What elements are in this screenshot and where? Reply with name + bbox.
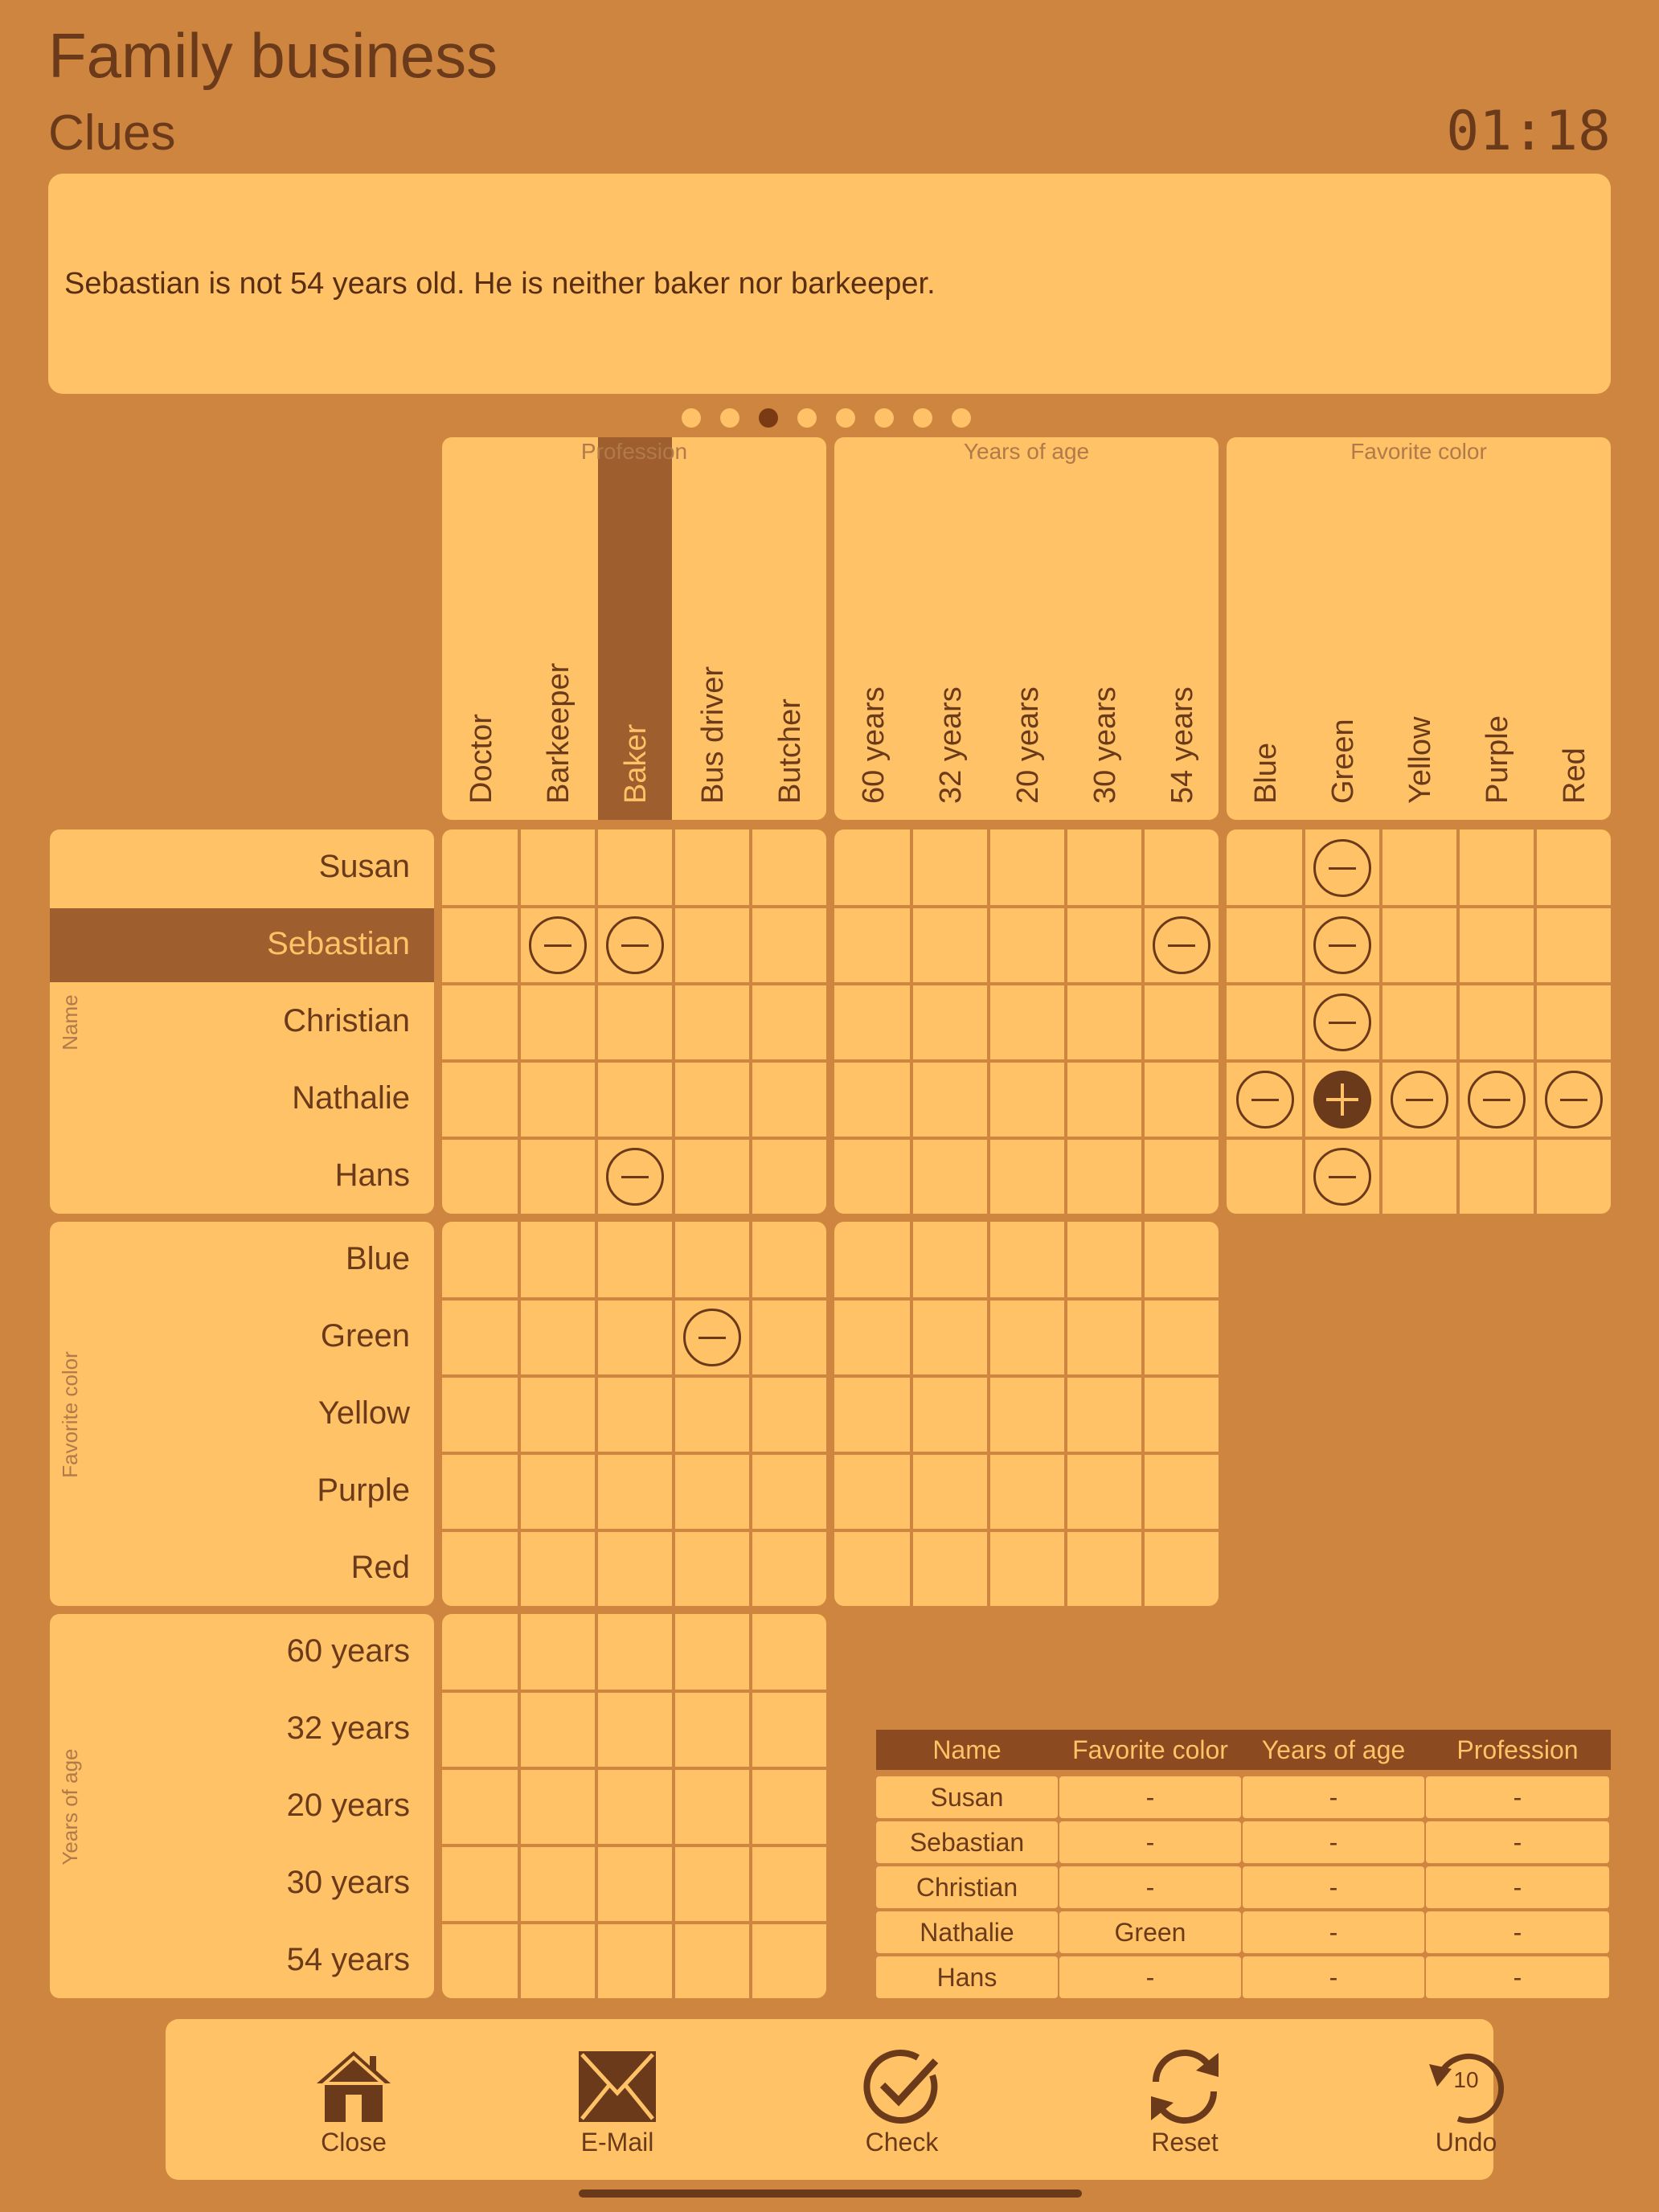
grid-cell[interactable] <box>442 1061 519 1138</box>
grid-cell[interactable] <box>1535 830 1611 907</box>
grid-cell[interactable] <box>442 1222 519 1299</box>
grid-cell[interactable] <box>1304 1061 1381 1138</box>
grid-cell[interactable] <box>834 1453 911 1530</box>
summary-cell: - <box>1059 1821 1241 1863</box>
grid-cell[interactable] <box>1066 1061 1143 1138</box>
grid-cell[interactable] <box>596 1299 674 1376</box>
summary-cell: Hans <box>876 1956 1058 1998</box>
grid-cell[interactable] <box>519 1845 596 1923</box>
grid-cell[interactable] <box>834 984 911 1061</box>
minus-mark-icon <box>1313 839 1371 897</box>
grid-cell[interactable] <box>674 907 751 984</box>
grid-cell[interactable] <box>596 907 674 984</box>
row-label-christian[interactable]: Christian <box>283 1003 410 1038</box>
grid-cell[interactable] <box>751 1138 826 1214</box>
grid-cell[interactable] <box>674 1923 751 1998</box>
col-label-green[interactable]: Green <box>1326 719 1360 804</box>
summary-cell: - <box>1426 1956 1609 1998</box>
grid-cell[interactable] <box>911 1222 989 1299</box>
grid-cell[interactable] <box>596 1530 674 1606</box>
grid-cell[interactable] <box>911 1530 989 1606</box>
grid-cell[interactable] <box>989 984 1066 1061</box>
row-label-green[interactable]: Green <box>320 1318 410 1354</box>
undo-button[interactable] <box>1394 2019 1538 2180</box>
grid-cell[interactable] <box>1066 1138 1143 1214</box>
grid-cell[interactable] <box>989 1138 1066 1214</box>
grid-cell[interactable] <box>1535 1061 1611 1138</box>
grid-cell[interactable] <box>989 830 1066 907</box>
summary-cell: - <box>1426 1776 1609 1818</box>
grid-cell[interactable] <box>989 1299 1066 1376</box>
grid-cell[interactable] <box>1143 984 1219 1061</box>
summary-cell: - <box>1243 1866 1424 1908</box>
grid-cell[interactable] <box>442 1299 519 1376</box>
grid-cell[interactable] <box>442 1453 519 1530</box>
grid-cell[interactable] <box>519 1691 596 1768</box>
grid-cell[interactable] <box>519 1923 596 1998</box>
grid-cell[interactable] <box>674 1691 751 1768</box>
grid-cell[interactable] <box>519 1614 596 1691</box>
side-label-color: Favorite color <box>58 1351 82 1478</box>
grid-cell[interactable] <box>1227 1061 1304 1138</box>
grid-cell[interactable] <box>1143 1061 1219 1138</box>
summary-cell: - <box>1243 1956 1424 1998</box>
grid-cell[interactable] <box>1304 830 1381 907</box>
grid-cell[interactable] <box>1066 907 1143 984</box>
row-label-30-years[interactable]: 30 years <box>286 1865 410 1900</box>
col-label-blue[interactable]: Blue <box>1249 742 1283 804</box>
grid-cell[interactable] <box>989 1061 1066 1138</box>
grid-cell[interactable] <box>1143 1453 1219 1530</box>
grid-cell[interactable] <box>751 1691 826 1768</box>
col-label-butcher[interactable]: Butcher <box>773 698 807 804</box>
col-label-baker[interactable]: Baker <box>619 723 653 804</box>
grid-block-age-profession <box>442 1614 826 1998</box>
grid-cell[interactable] <box>674 1845 751 1923</box>
checkmark-circle-icon <box>862 2046 942 2127</box>
clue-card[interactable] <box>48 174 1611 394</box>
grid-cell[interactable] <box>1143 1376 1219 1453</box>
col-label-32-years[interactable]: 32 years <box>934 686 968 804</box>
grid-cell[interactable] <box>1458 984 1535 1061</box>
summary-cell: Susan <box>876 1776 1058 1818</box>
summary-header-name: Name <box>932 1735 1002 1764</box>
minus-mark-icon <box>1313 1148 1371 1206</box>
minus-mark-icon <box>529 916 587 974</box>
grid-cell[interactable] <box>519 1453 596 1530</box>
grid-cell[interactable] <box>442 1530 519 1606</box>
grid-cell[interactable] <box>1458 1061 1535 1138</box>
grid-cell[interactable] <box>596 1222 674 1299</box>
grid-cell[interactable] <box>911 1453 989 1530</box>
page-dot[interactable] <box>759 408 778 428</box>
grid-cell[interactable] <box>442 830 519 907</box>
grid-cell[interactable] <box>911 1376 989 1453</box>
grid-cell[interactable] <box>674 1222 751 1299</box>
grid-cell[interactable] <box>911 830 989 907</box>
grid-block-name-age <box>834 830 1219 1214</box>
grid-cell[interactable] <box>1304 907 1381 984</box>
grid-cell[interactable] <box>1143 830 1219 907</box>
grid-cell[interactable] <box>442 1376 519 1453</box>
col-label-yellow[interactable]: Yellow <box>1403 716 1437 804</box>
summary-cell: - <box>1426 1821 1609 1863</box>
summary-cell: Christian <box>876 1866 1058 1908</box>
clue-text: Sebastian is not 54 years old. He is neither baker nor barkeeper. <box>64 266 936 301</box>
page-dot[interactable] <box>720 408 739 428</box>
grid-cell[interactable] <box>596 1138 674 1214</box>
grid-cell[interactable] <box>834 1222 911 1299</box>
undo-label: Undo <box>1435 2128 1497 2157</box>
grid-cell[interactable] <box>519 1530 596 1606</box>
grid-cell[interactable] <box>674 1453 751 1530</box>
undo-count: 10 <box>1453 2067 1479 2092</box>
grid-cell[interactable] <box>1227 1138 1304 1214</box>
minus-mark-icon <box>1313 993 1371 1051</box>
column-header-age <box>834 437 1219 820</box>
grid-cell[interactable] <box>442 1923 519 1998</box>
row-label-red[interactable]: Red <box>350 1550 410 1585</box>
grid-cell[interactable] <box>911 1061 989 1138</box>
grid-cell[interactable] <box>834 1138 911 1214</box>
group-label-age: Years of age <box>963 439 1090 464</box>
grid-cell[interactable] <box>1535 907 1611 984</box>
grid-cell[interactable] <box>1304 1138 1381 1214</box>
summary-cell: Sebastian <box>876 1821 1058 1863</box>
grid-cell[interactable] <box>1143 1222 1219 1299</box>
grid-cell[interactable] <box>442 1768 519 1845</box>
grid-cell[interactable] <box>519 907 596 984</box>
grid-cell[interactable] <box>834 830 911 907</box>
group-label-color: Favorite color <box>1350 439 1487 464</box>
grid-cell[interactable] <box>674 984 751 1061</box>
summary-cell: - <box>1059 1956 1241 1998</box>
grid-cell[interactable] <box>751 907 826 984</box>
grid-cell[interactable] <box>596 830 674 907</box>
summary-cell: - <box>1426 1911 1609 1953</box>
col-label-60-years[interactable]: 60 years <box>857 686 891 804</box>
grid-cell[interactable] <box>751 1530 826 1606</box>
grid-cell[interactable] <box>751 1222 826 1299</box>
col-label-doctor[interactable]: Doctor <box>465 714 498 804</box>
grid-cell[interactable] <box>1066 1530 1143 1606</box>
grid-cell[interactable] <box>751 984 826 1061</box>
row-label-nathalie[interactable]: Nathalie <box>292 1080 410 1116</box>
grid-cell[interactable] <box>442 1845 519 1923</box>
summary-cell: Green <box>1059 1911 1241 1953</box>
grid-cell[interactable] <box>1381 830 1458 907</box>
grid-cell[interactable] <box>1535 1138 1611 1214</box>
grid-cell[interactable] <box>1143 1530 1219 1606</box>
summary-cell: - <box>1426 1866 1609 1908</box>
grid-cell[interactable] <box>674 1614 751 1691</box>
grid-cell[interactable] <box>596 984 674 1061</box>
grid-cell[interactable] <box>519 1061 596 1138</box>
grid-cell[interactable] <box>751 1299 826 1376</box>
envelope-icon <box>577 2048 657 2125</box>
grid-cell[interactable] <box>519 1376 596 1453</box>
grid-cell[interactable] <box>1143 907 1219 984</box>
summary-header-favorite-color: Favorite color <box>1072 1735 1228 1764</box>
col-label-bus-driver[interactable]: Bus driver <box>696 666 730 804</box>
grid-cell[interactable] <box>1066 1453 1143 1530</box>
col-label-red[interactable]: Red <box>1558 748 1591 804</box>
minus-mark-icon <box>606 916 664 974</box>
summary-cell: - <box>1243 1911 1424 1953</box>
grid-cell[interactable] <box>1227 830 1304 907</box>
summary-cell: Nathalie <box>876 1911 1058 1953</box>
grid-cell[interactable] <box>751 830 826 907</box>
grid-cell[interactable] <box>989 1222 1066 1299</box>
reset-button[interactable] <box>1112 2019 1257 2180</box>
grid-cell[interactable] <box>596 1923 674 1998</box>
row-header-color <box>50 1222 434 1606</box>
grid-cell[interactable] <box>596 1691 674 1768</box>
grid-cell[interactable] <box>834 1376 911 1453</box>
summary-cell: - <box>1243 1776 1424 1818</box>
section-title: Clues <box>48 105 176 161</box>
grid-cell[interactable] <box>1381 907 1458 984</box>
grid-cell[interactable] <box>442 1138 519 1214</box>
grid-cell[interactable] <box>751 1768 826 1845</box>
close-label: Close <box>321 2128 387 2157</box>
check-button[interactable] <box>830 2019 974 2180</box>
email-button[interactable] <box>545 2019 690 2180</box>
grid-cell[interactable] <box>1066 1376 1143 1453</box>
grid-cell[interactable] <box>519 1299 596 1376</box>
row-header-name <box>50 830 434 1214</box>
grid-cell[interactable] <box>989 907 1066 984</box>
row-label-susan[interactable]: Susan <box>318 849 410 884</box>
home-icon <box>313 2048 394 2125</box>
grid-cell[interactable] <box>1535 984 1611 1061</box>
grid-cell[interactable] <box>596 1845 674 1923</box>
grid-cell[interactable] <box>1227 907 1304 984</box>
page-dot[interactable] <box>875 408 894 428</box>
grid-cell[interactable] <box>989 1453 1066 1530</box>
grid-cell[interactable] <box>1458 1138 1535 1214</box>
column-header-profession <box>442 437 826 820</box>
close-button[interactable] <box>281 2019 426 2180</box>
summary-cell: - <box>1059 1776 1241 1818</box>
minus-mark-icon <box>606 1148 664 1206</box>
row-label-32-years[interactable]: 32 years <box>286 1710 410 1746</box>
grid-cell[interactable] <box>911 907 989 984</box>
grid-cell[interactable] <box>1304 984 1381 1061</box>
minus-mark-icon <box>1153 916 1210 974</box>
grid-cell[interactable] <box>989 1376 1066 1453</box>
grid-cell[interactable] <box>596 1614 674 1691</box>
grid-cell[interactable] <box>911 984 989 1061</box>
email-label: E-Mail <box>580 2128 654 2157</box>
column-header-color <box>1227 437 1611 820</box>
col-label-barkeeper[interactable]: Barkeeper <box>542 662 576 804</box>
row-label-blue[interactable]: Blue <box>345 1241 410 1276</box>
grid-block-color-profession <box>442 1222 826 1606</box>
summary-header-years-of-age: Years of age <box>1261 1735 1406 1764</box>
reset-label: Reset <box>1151 2128 1219 2157</box>
grid-cell[interactable] <box>674 1376 751 1453</box>
grid-cell[interactable] <box>519 1138 596 1214</box>
grid-block-name-color <box>1227 830 1611 1214</box>
col-label-54-years[interactable]: 54 years <box>1165 686 1199 804</box>
page-dot[interactable] <box>682 408 701 428</box>
grid-cell[interactable] <box>674 830 751 907</box>
grid-cell[interactable] <box>596 1061 674 1138</box>
grid-cell[interactable] <box>834 1530 911 1606</box>
side-label-name: Name <box>58 994 82 1051</box>
row-label-sebastian[interactable]: Sebastian <box>267 926 410 961</box>
grid-cell[interactable] <box>751 1453 826 1530</box>
grid-cell[interactable] <box>989 1530 1066 1606</box>
grid-cell[interactable] <box>596 1453 674 1530</box>
row-label-54-years[interactable]: 54 years <box>286 1942 410 1977</box>
grid-cell[interactable] <box>519 984 596 1061</box>
row-label-purple[interactable]: Purple <box>317 1473 410 1508</box>
grid-cell[interactable] <box>674 1768 751 1845</box>
grid-cell[interactable] <box>1066 830 1143 907</box>
grid-cell[interactable] <box>1458 907 1535 984</box>
timer: 01:18 <box>1446 100 1611 163</box>
grid-cell[interactable] <box>751 1845 826 1923</box>
grid-cell[interactable] <box>1227 984 1304 1061</box>
grid-cell[interactable] <box>1066 984 1143 1061</box>
minus-mark-icon <box>1313 916 1371 974</box>
row-label-60-years[interactable]: 60 years <box>286 1633 410 1669</box>
col-label-30-years[interactable]: 30 years <box>1088 686 1122 804</box>
minus-mark-icon <box>1468 1071 1526 1129</box>
grid-cell[interactable] <box>442 1614 519 1691</box>
grid-cell[interactable] <box>674 1061 751 1138</box>
grid-cell[interactable] <box>442 907 519 984</box>
bottom-toolbar <box>166 2019 1497 2180</box>
minus-mark-icon <box>1545 1071 1603 1129</box>
grid-cell[interactable] <box>1066 1222 1143 1299</box>
side-label-age: Years of age <box>58 1748 82 1866</box>
grid-cell[interactable] <box>442 1691 519 1768</box>
row-label-20-years[interactable]: 20 years <box>286 1788 410 1823</box>
grid-cell[interactable] <box>674 1530 751 1606</box>
group-label-profession: Profession <box>580 439 688 464</box>
grid-block-color-age <box>834 1222 1219 1606</box>
app-title: Family business <box>48 20 498 91</box>
home-indicator <box>579 2189 1082 2198</box>
grid-cell[interactable] <box>1458 830 1535 907</box>
grid-cell[interactable] <box>674 1299 751 1376</box>
grid-cell[interactable] <box>834 1061 911 1138</box>
plus-mark-icon <box>1313 1071 1371 1129</box>
grid-cell[interactable] <box>1381 984 1458 1061</box>
summary-cell: - <box>1243 1821 1424 1863</box>
row-header-age <box>50 1614 434 1998</box>
grid-cell[interactable] <box>519 1222 596 1299</box>
row-label-hans[interactable]: Hans <box>334 1157 410 1193</box>
minus-mark-icon <box>683 1309 741 1366</box>
grid-cell[interactable] <box>1143 1299 1219 1376</box>
summary-header-profession: Profession <box>1456 1735 1579 1764</box>
page-dot[interactable] <box>913 408 932 428</box>
minus-mark-icon <box>1236 1071 1294 1129</box>
page-dot[interactable] <box>836 408 855 428</box>
grid-cell[interactable] <box>519 1768 596 1845</box>
summary-cell: - <box>1059 1866 1241 1908</box>
grid-cell[interactable] <box>1066 1299 1143 1376</box>
grid-cell[interactable] <box>519 830 596 907</box>
grid-cell[interactable] <box>751 1923 826 1998</box>
check-label: Check <box>865 2128 939 2157</box>
grid-cell[interactable] <box>1381 1061 1458 1138</box>
grid-cell[interactable] <box>751 1061 826 1138</box>
grid-cell[interactable] <box>834 1299 911 1376</box>
row-label-yellow[interactable]: Yellow <box>317 1395 410 1431</box>
page-dot[interactable] <box>952 408 971 428</box>
summary-header-row <box>876 1730 1611 1770</box>
page-dot[interactable] <box>797 408 817 428</box>
refresh-icon <box>1145 2046 1225 2127</box>
grid-cell[interactable] <box>834 907 911 984</box>
col-label-20-years[interactable]: 20 years <box>1011 686 1045 804</box>
grid-block-name-profession <box>442 830 826 1214</box>
grid-cell[interactable] <box>911 1299 989 1376</box>
grid-cell[interactable] <box>1143 1138 1219 1214</box>
grid-cell[interactable] <box>751 1376 826 1453</box>
grid-cell[interactable] <box>442 984 519 1061</box>
grid-cell[interactable] <box>751 1614 826 1691</box>
grid-cell[interactable] <box>674 1138 751 1214</box>
minus-mark-icon <box>1391 1071 1448 1129</box>
grid-cell[interactable] <box>596 1376 674 1453</box>
grid-cell[interactable] <box>596 1768 674 1845</box>
grid-cell[interactable] <box>911 1138 989 1214</box>
col-label-purple[interactable]: Purple <box>1481 715 1514 804</box>
grid-cell[interactable] <box>1381 1138 1458 1214</box>
